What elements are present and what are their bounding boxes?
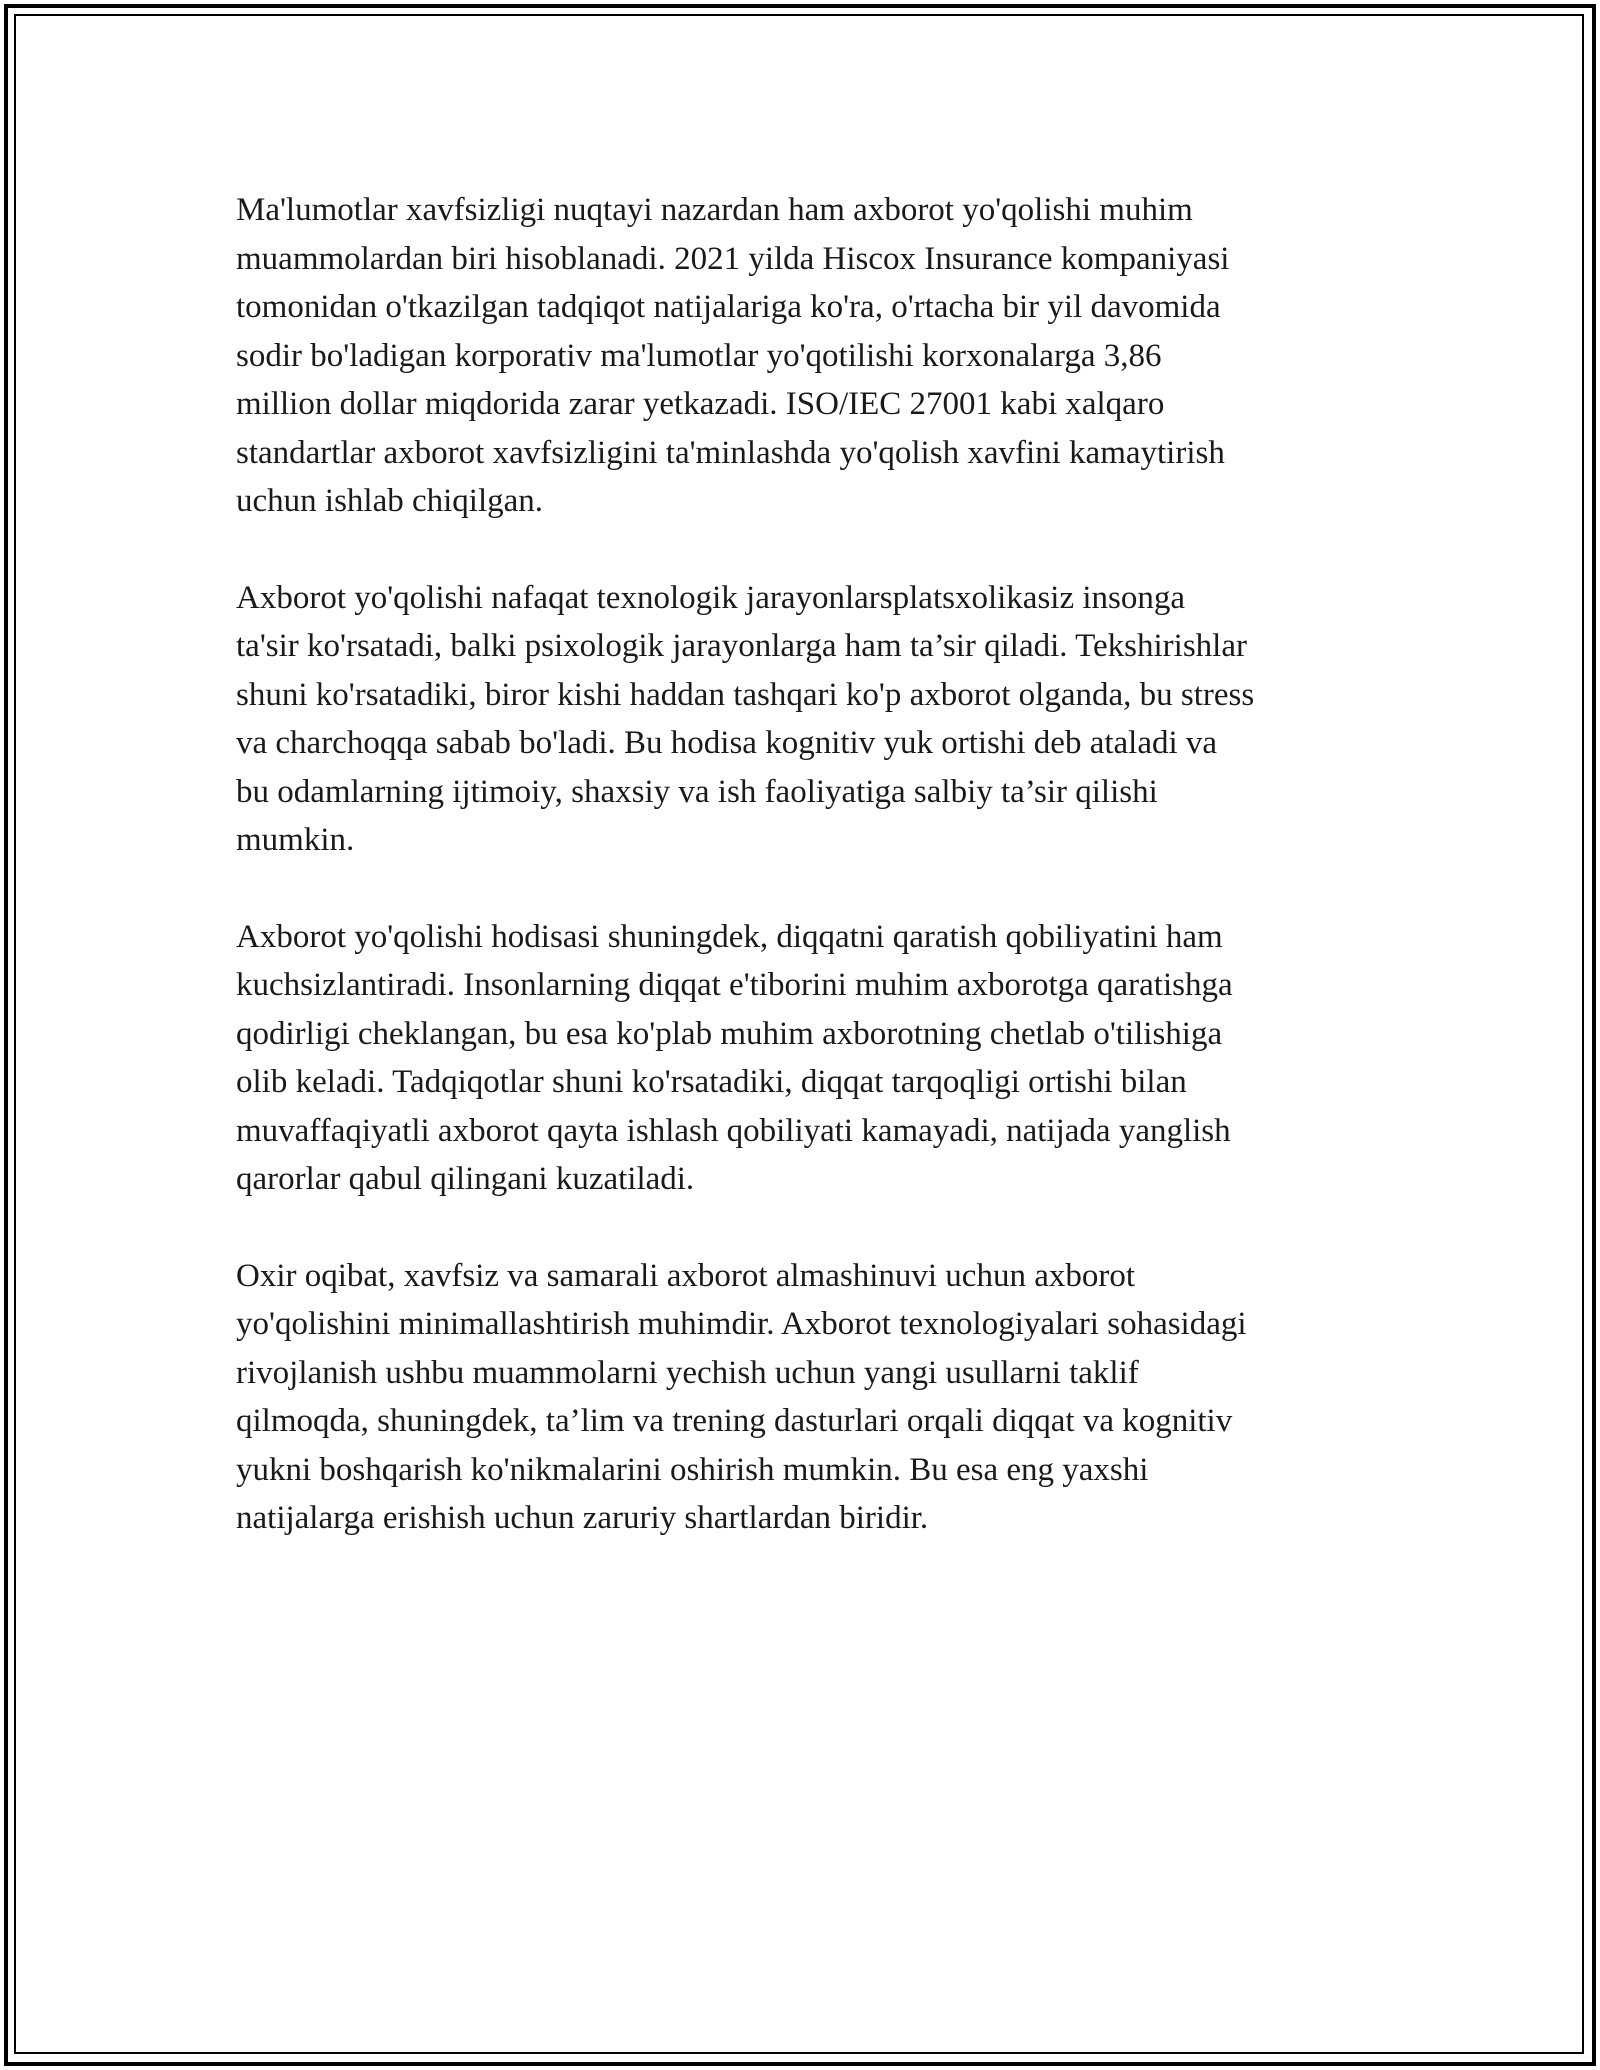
text-line: uchun ishlab chiqilgan. bbox=[236, 483, 544, 519]
text-line: bu odamlarning ijtimoiy, shaxsiy va ish faoliyatiga salbiy ta’sir qilishi bbox=[236, 773, 1158, 810]
paragraph-3 bbox=[236, 913, 1376, 1204]
text-line: rivojlanish ushbu muammolarni yechish uchun yangi usullarni taklif bbox=[236, 1354, 1139, 1391]
text-line: qarorlar qabul qilingani kuzatiladi. bbox=[236, 1161, 695, 1197]
text-line: million dollar miqdorida zarar yetkazadi. ISO/IEC 27001 kabi xalqaro bbox=[236, 386, 1165, 422]
text-line: yo'qolishini minimallashtirish muhimdir. Axborot texnologiyalari sohasidagi bbox=[236, 1306, 1247, 1342]
text-line: sodir bo'ladigan korporativ ma'lumotlar yo'qotilishi korxonalarga 3,86 bbox=[236, 337, 1162, 374]
text-line: standartlar axborot xavfsizligini ta'minlashda yo'qolish xavfini kamaytirish bbox=[236, 434, 1225, 471]
text-line: natijalarga erishish uchun zaruriy shartlardan biridir. bbox=[236, 1500, 929, 1536]
document-body bbox=[236, 186, 1376, 1591]
text-line: Axborot yo'qolishi hodisasi shuningdek, diqqatni qaratish qobiliyatini ham bbox=[236, 918, 1223, 955]
text-line: qilmoqda, shuningdek, ta’lim va trening dasturlari orqali diqqat va kognitiv bbox=[236, 1403, 1233, 1439]
text-line: olib keladi. Tadqiqotlar shuni ko'rsatadiki, diqqat tarqoqligi ortishi bilan bbox=[236, 1064, 1187, 1100]
paragraph-4 bbox=[236, 1252, 1376, 1543]
paragraph-1 bbox=[236, 186, 1376, 526]
text-line: muvaffaqiyatli axborot qayta ishlash qobiliyati kamayadi, natijada yanglish bbox=[236, 1112, 1231, 1149]
text-line: Axborot yo'qolishi nafaqat texnologik jarayonlarsplatsxolikasiz insonga bbox=[236, 579, 1186, 616]
text-line: ta'sir ko'rsatadi, balki psixologik jarayonlarga ham ta’sir qiladi. Tekshirishlar bbox=[236, 628, 1247, 664]
paragraph-2 bbox=[236, 574, 1376, 865]
text-line: tomonidan o'tkazilgan tadqiqot natijalariga ko'ra, o'rtacha bir yil davomida bbox=[236, 289, 1221, 325]
text-line: qodirligi cheklangan, bu esa ko'plab muhim axborotning chetlab o'tilishiga bbox=[236, 1015, 1223, 1052]
text-line: shuni ko'rsatadiki, biror kishi haddan tashqari ko'p axborot olganda, bu stress bbox=[236, 676, 1255, 713]
text-line: muammolardan biri hisoblanadi. 2021 yilda Hiscox Insurance kompaniyasi bbox=[236, 240, 1230, 277]
text-line: yukni boshqarish ko'nikmalarini oshirish mumkin. Bu esa eng yaxshi bbox=[236, 1451, 1149, 1488]
text-line: mumkin. bbox=[236, 822, 355, 858]
text-line: Oxir oqibat, xavfsiz va samarali axborot almashinuvi uchun axborot bbox=[236, 1257, 1136, 1294]
text-line: va charchoqqa sabab bo'ladi. Bu hodisa kognitiv yuk ortishi deb ataladi va bbox=[236, 725, 1218, 761]
text-line: kuchsizlantiradi. Insonlarning diqqat e'tiborini muhim axborotga qaratishga bbox=[236, 967, 1233, 1003]
text-line: Ma'lumotlar xavfsizligi nuqtayi nazardan ham axborot yo'qolishi muhim bbox=[236, 192, 1193, 228]
